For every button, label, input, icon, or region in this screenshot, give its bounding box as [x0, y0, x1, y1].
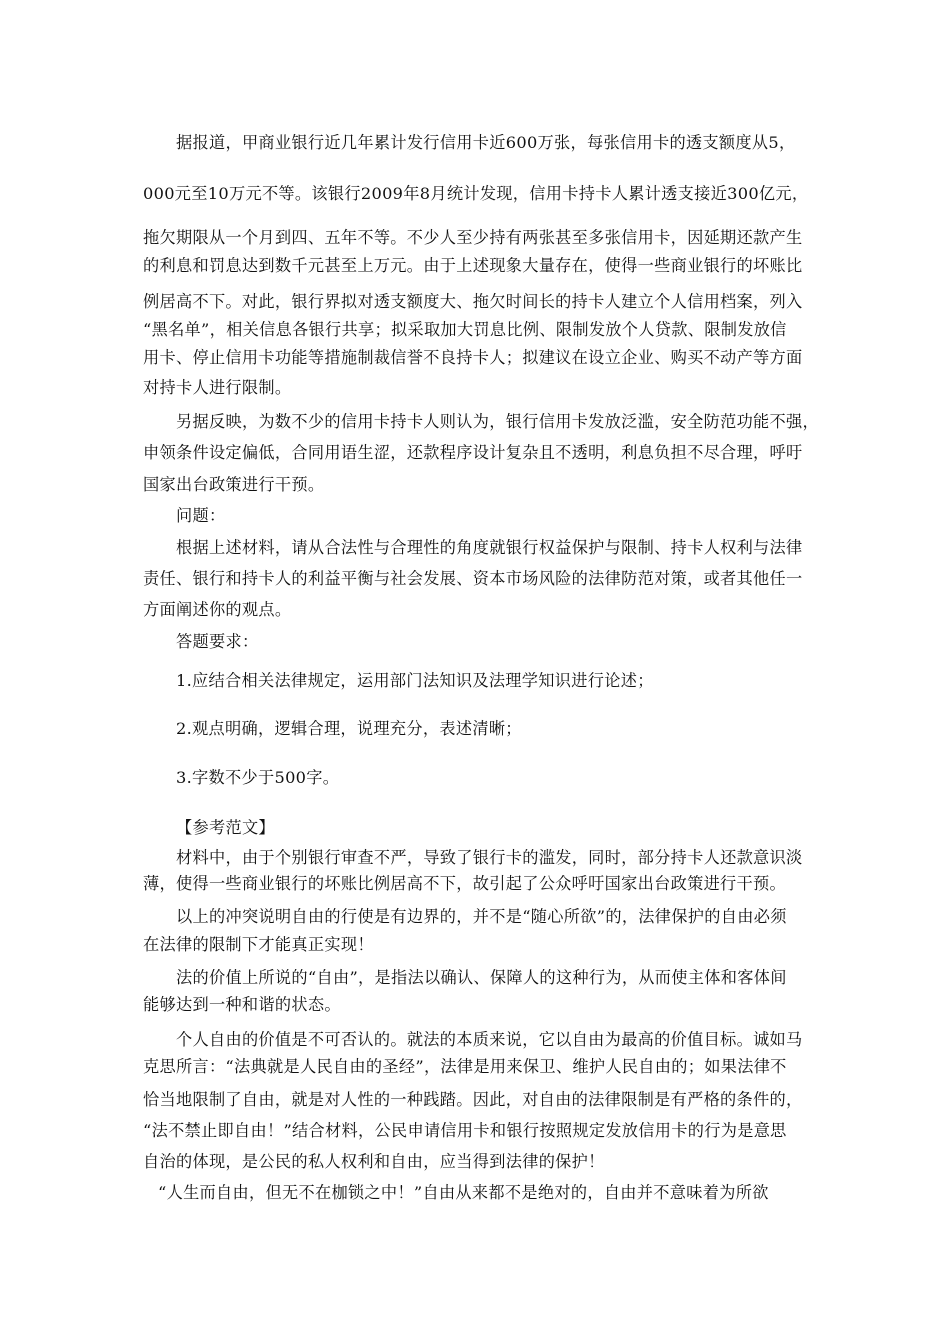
essay-paragraph-4-line-4: “法不禁止即自由！”结合材料，公民申请信用卡和银行按照规定发放信用卡的行为是意思 [143, 1121, 787, 1140]
material-paragraph-1-line-4: 的利息和罚息达到数千元甚至上万元。由于上述现象大量存在，使得一些商业银行的坏账比 [143, 256, 803, 275]
essay-paragraph-4-line-3: 恰当地限制了自由，就是对人性的一种践踏。因此，对自由的法律限制是有严格的条件的， [143, 1090, 803, 1109]
essay-paragraph-3-line-2: 能够达到一种和谐的状态。 [143, 995, 341, 1014]
requirements-label: 答题要求： [176, 632, 259, 651]
material-paragraph-2-line-3: 国家出台政策进行干预。 [143, 475, 325, 494]
question-line-2: 责任、银行和持卡人的利益平衡与社会发展、资本市场风险的法律防范对策，或者其他任一 [143, 569, 803, 588]
essay-paragraph-4-line-5: 自治的体现，是公民的私人权利和自由，应当得到法律的保护！ [143, 1152, 605, 1171]
material-paragraph-1-line-5: 例居高不下。对此，银行界拟对透支额度大、拖欠时间长的持卡人建立个人信用档案，列入 [143, 292, 803, 311]
essay-paragraph-1-line-1: 材料中，由于个别银行审查不严，导致了银行卡的滥发，同时，部分持卡人还款意识淡 [176, 848, 803, 867]
question-line-3: 方面阐述你的观点。 [143, 600, 292, 619]
question-line-1: 根据上述材料，请从合法性与合理性的角度就银行权益保护与限制、持卡人权利与法律 [176, 538, 803, 557]
essay-paragraph-1-line-2: 薄，使得一些商业银行的坏账比例居高不下，故引起了公众呼吁国家出台政策进行干预。 [143, 874, 787, 893]
essay-paragraph-3-line-1: 法的价值上所说的“自由”，是指法以确认、保障人的这种行为，从而使主体和客体间 [176, 968, 787, 987]
requirement-3: 3.字数不少于500字。 [176, 768, 340, 787]
essay-paragraph-2-line-1: 以上的冲突说明自由的行使是有边界的，并不是“随心所欲”的，法律保护的自由必须 [176, 907, 787, 926]
material-paragraph-1-line-1: 据报道，甲商业银行近几年累计发行信用卡近600万张，每张信用卡的透支额度从5， [176, 133, 796, 152]
essay-paragraph-4-line-2: 克思所言：“法典就是人民自由的圣经”，法律是用来保卫、维护人民自由的；如果法律不 [143, 1057, 787, 1076]
question-label: 问题： [176, 506, 226, 525]
essay-paragraph-4-line-1: 个人自由的价值是不可否认的。就法的本质来说，它以自由为最高的价值目标。诚如马 [176, 1030, 803, 1049]
essay-paragraph-5-line-1: “人生而自由，但无不在枷锁之中！”自由从来都不是绝对的，自由并不意味着为所欲 [158, 1183, 769, 1202]
material-paragraph-2-line-2: 申领条件设定偏低，合同用语生涩，还款程序设计复杂且不透明，利息负担不尽合理，呼吁 [143, 443, 803, 462]
material-paragraph-2-line-1: 另据反映，为数不少的信用卡持卡人则认为，银行信用卡发放泛滥，安全防范功能不强， [176, 412, 820, 431]
material-paragraph-1-line-6: “黑名单”，相关信息各银行共享；拟采取加大罚息比例、限制发放个人贷款、限制发放信 [143, 320, 787, 339]
requirement-2: 2.观点明确，逻辑合理，说理充分，表述清晰； [176, 719, 522, 738]
material-paragraph-1-line-8: 对持卡人进行限制。 [143, 378, 292, 397]
essay-paragraph-2-line-2: 在法律的限制下才能真正实现！ [143, 935, 374, 954]
material-paragraph-1-line-7: 用卡、停止信用卡功能等措施制裁信誉不良持卡人；拟建议在设立企业、购买不动产等方面 [143, 348, 803, 367]
essay-label: 【参考范文】 [176, 818, 275, 837]
material-paragraph-1-line-2: 000元至10万元不等。该银行2009年8月统计发现，信用卡持卡人累计透支接近300亿元， [143, 184, 809, 203]
material-paragraph-1-line-3: 拖欠期限从一个月到四、五年不等。不少人至少持有两张甚至多张信用卡，因延期还款产生 [143, 228, 803, 247]
requirement-1: 1.应结合相关法律规定，运用部门法知识及法理学知识进行论述； [176, 671, 654, 690]
